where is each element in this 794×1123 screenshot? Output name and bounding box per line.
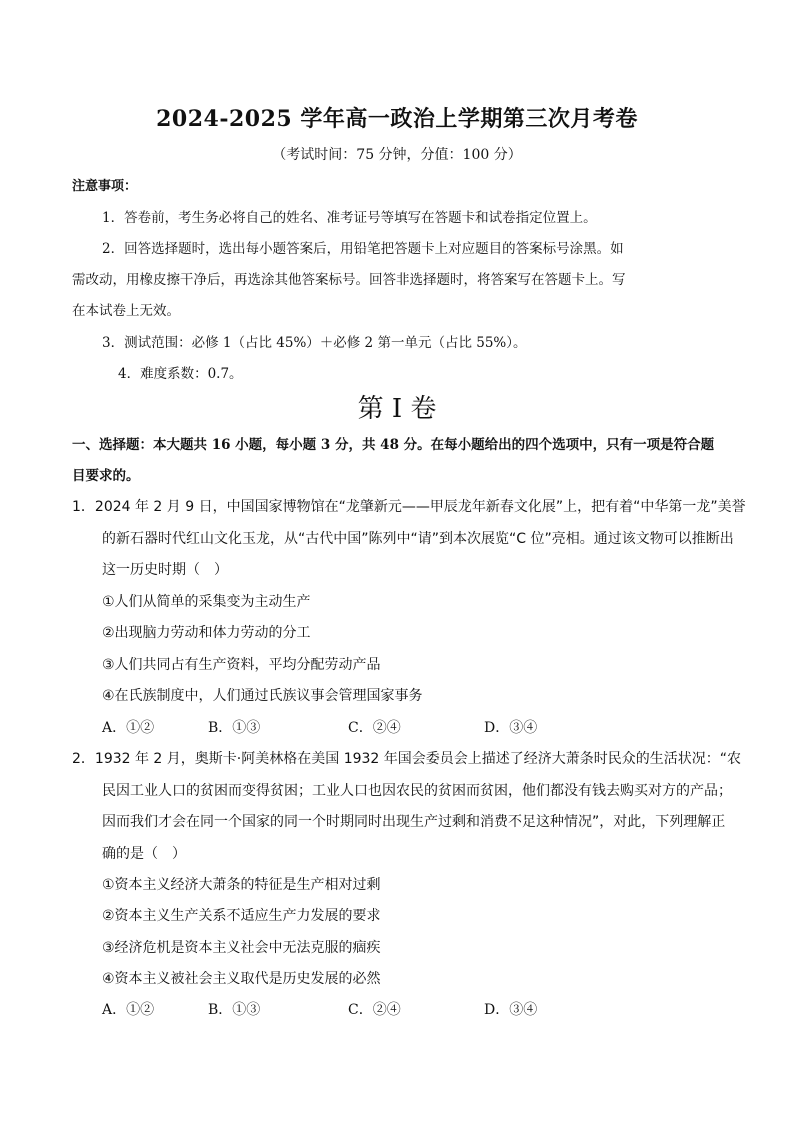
question-1-choice-a[interactable]: A．①②: [102, 720, 155, 736]
question-2-choice-c[interactable]: C．②④: [348, 1002, 401, 1018]
section-instruction-cont: 目要求的。: [72, 468, 140, 484]
section-instruction: 一、选择题：本大题共 16 小题，每小题 3 分，共 48 分。在每小题给出的四个选项中，只有一项是符合题: [72, 437, 715, 453]
notice-item-2-end: 在本试卷上无效。: [72, 303, 180, 319]
question-2-line-1: 2．1932 年 2 月，奥斯卡·阿美林格在美国 1932 年国会委员会上描述了经济大萧条时民众的生活状况：“农: [72, 751, 742, 767]
exam-subtitle: （考试时间：75 分钟，分值：100 分）: [272, 147, 522, 163]
question-2-choice-d[interactable]: D．③④: [484, 1002, 538, 1018]
notice-heading: 注意事项：: [72, 179, 138, 194]
exam-title: 2024-2025 学年高一政治上学期第三次月考卷: [156, 106, 638, 132]
question-1-line-1: 1．2024 年 2 月 9 日，中国国家博物馆在“龙肇新元——甲辰龙年新春文化展”上，把有着“中华第一龙”美誉: [72, 499, 746, 515]
question-1-choices: [102, 717, 537, 737]
question-1-choice-d[interactable]: D．③④: [484, 720, 538, 736]
question-2-line-2: 民因工业人口的贫困而变得贫困；工业人口也因农民的贫困而贫困，他们都没有钱去购买对方的产品；: [102, 783, 732, 799]
question-2-choices: [102, 999, 537, 1019]
notice-item-2: 2．回答选择题时，选出每小题答案后，用铅笔把答题卡上对应题目的答案标号涂黑。如: [102, 241, 624, 257]
question-2-line-3: 因而我们才会在同一个国家的同一个时期同时出现生产过剩和消费不足这种情况”，对此，下列理解正: [102, 814, 726, 830]
question-2-choice-a[interactable]: A．①②: [102, 1002, 155, 1018]
question-2-statement-2: ②资本主义生产关系不适应生产力发展的要求: [102, 908, 381, 924]
question-1-statement-1: ①人们从简单的采集变为主动生产: [102, 594, 311, 610]
notice-item-4: 4．难度系数：0.7。: [118, 366, 243, 382]
question-1-choice-b[interactable]: B．①③: [208, 720, 261, 736]
notice-item-3: 3．测试范围：必修 1（占比 45%）＋必修 2 第一单元（占比 55%）。: [102, 335, 527, 351]
notice-item-2-cont: 需改动，用橡皮擦干净后，再选涂其他答案标号。回答非选择题时，将答案写在答题卡上。写: [72, 272, 626, 288]
question-1-statement-2: ②出现脑力劳动和体力劳动的分工: [102, 625, 311, 641]
question-2-line-4: 确的是（ ）: [102, 846, 186, 862]
question-1-statement-3: ③人们共同占有生产资料，平均分配劳动产品: [102, 657, 381, 673]
question-1-choice-c[interactable]: C．②④: [348, 720, 401, 736]
notice-item-1: 1．答卷前，考生务必将自己的姓名、准考证号等填写在答题卡和试卷指定位置上。: [102, 210, 597, 226]
question-2-statement-4: ④资本主义被社会主义取代是历史发展的必然: [102, 971, 381, 987]
question-2-statement-1: ①资本主义经济大萧条的特征是生产相对过剩: [102, 877, 381, 893]
question-1-line-3: 这一历史时期（ ）: [102, 562, 228, 578]
question-1-statement-4: ④在氏族制度中，人们通过氏族议事会管理国家事务: [102, 688, 423, 704]
question-2-statement-3: ③经济危机是资本主义社会中无法克服的痼疾: [102, 940, 381, 956]
question-2-choice-b[interactable]: B．①③: [208, 1002, 261, 1018]
section-title: 第 I 卷: [357, 394, 437, 424]
question-1-line-2: 的新石器时代红山文化玉龙，从“古代中国”陈列中“请”到本次展览“C 位”亮相。通过该文物可以推断出: [102, 531, 734, 547]
